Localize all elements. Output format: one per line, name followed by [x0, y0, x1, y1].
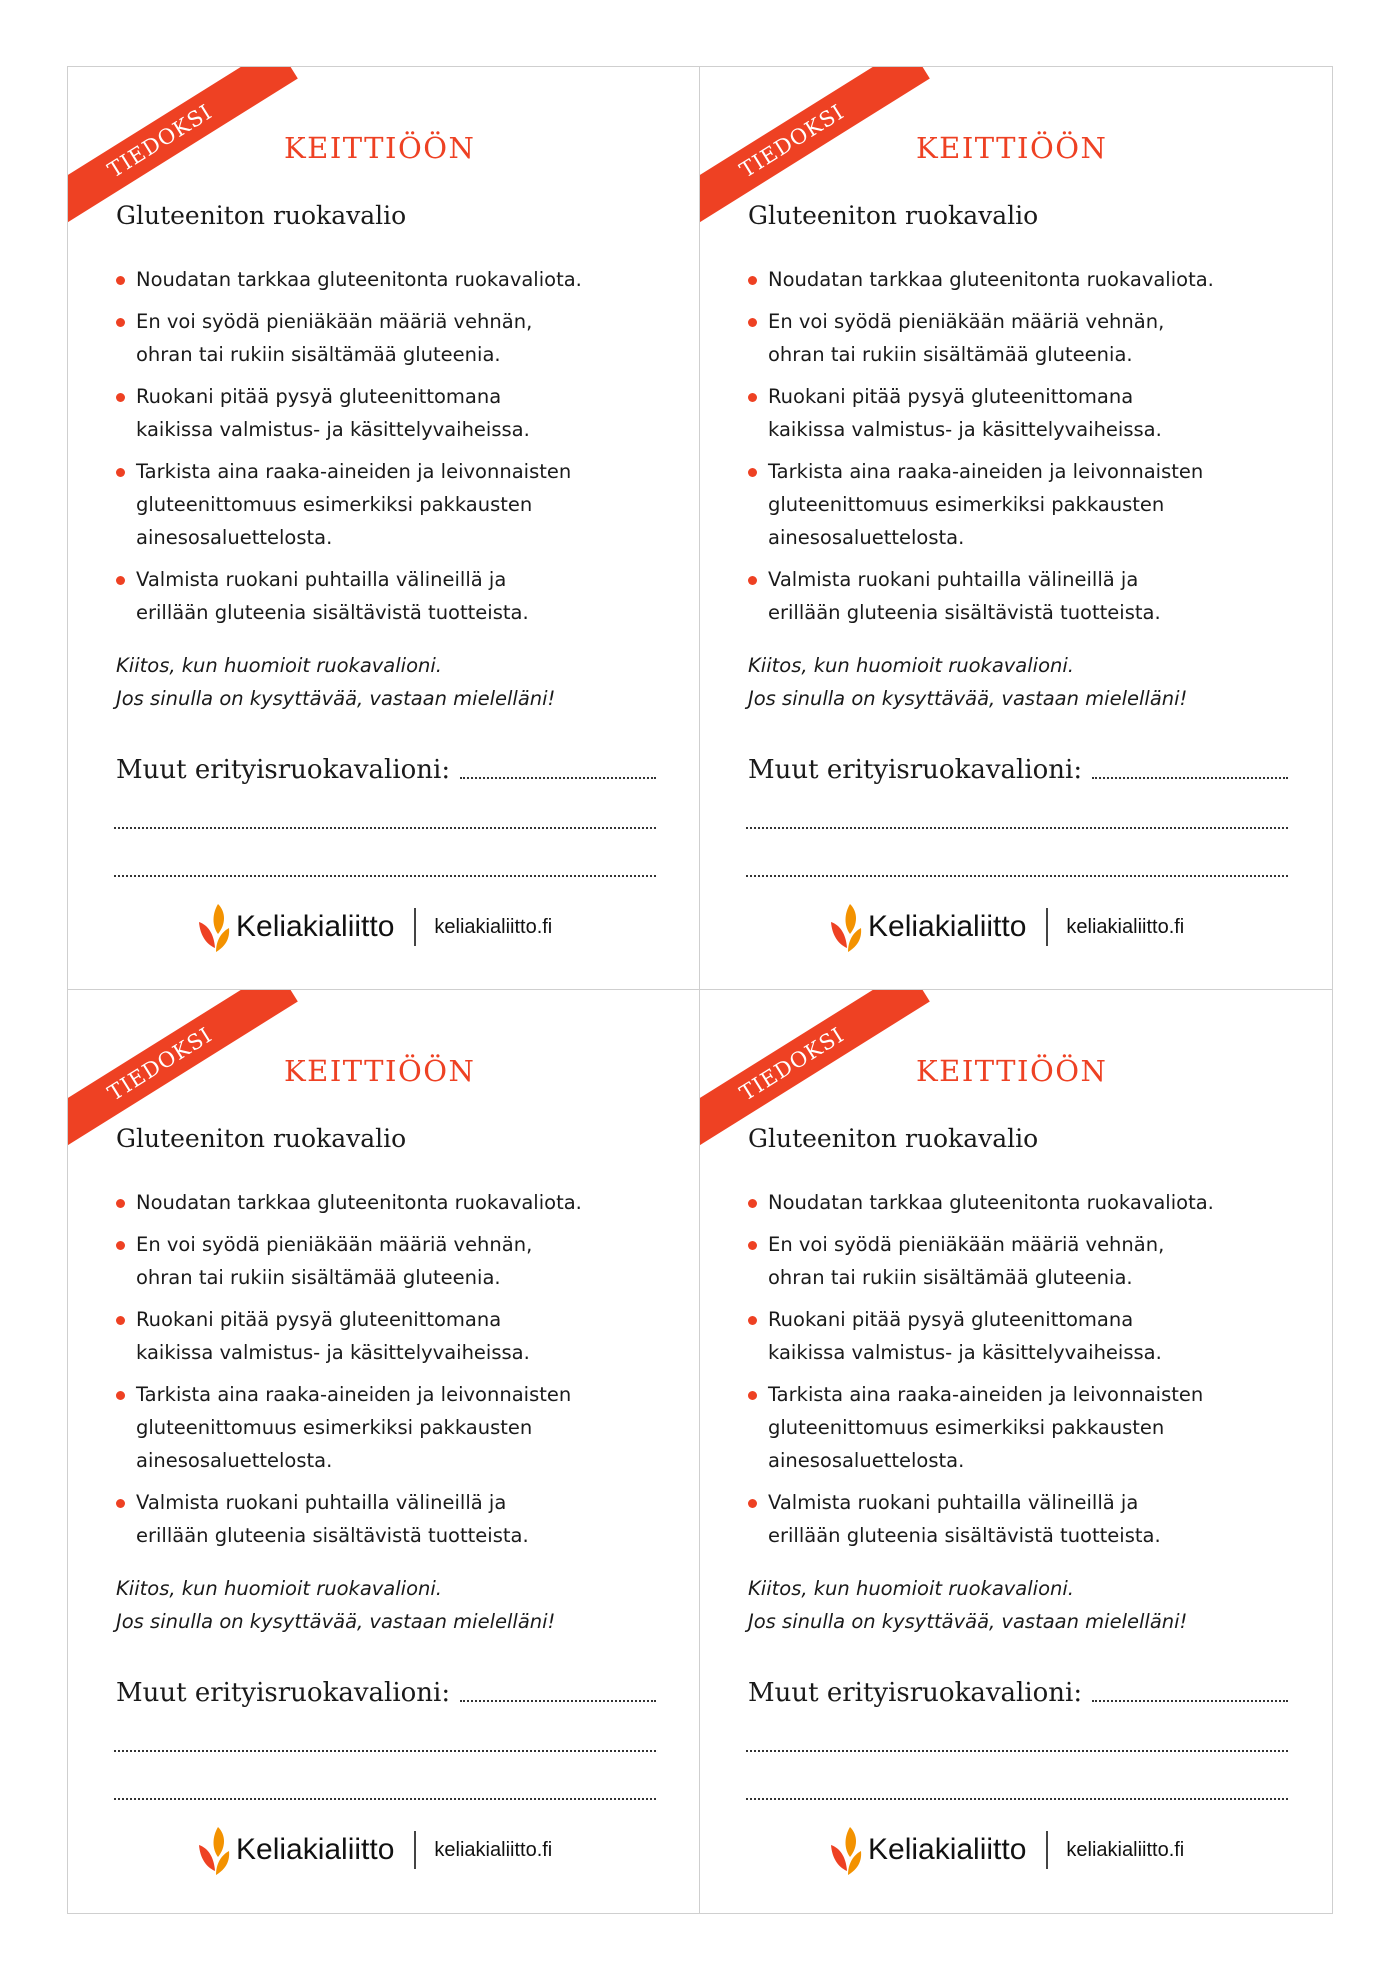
- other-diets-field[interactable]: [748, 755, 1288, 785]
- divider: [414, 908, 416, 946]
- fill-in-line[interactable]: [746, 1750, 1288, 1752]
- thanks-note: [116, 1572, 676, 1638]
- list-item-line: Noudatan tarkkaa gluteenitonta ruokavaliota.: [136, 1191, 582, 1214]
- list-item-line: En voi syödä pieniäkään määriä vehnän,: [768, 1233, 1165, 1256]
- list-item: [116, 263, 676, 296]
- fill-in-line[interactable]: [114, 875, 656, 877]
- logo-text: Keliakialiitto: [236, 1833, 395, 1866]
- list-item-line: Tarkista aina raaka-aineiden ja leivonnaisten: [136, 1383, 572, 1406]
- card-sheet: [67, 66, 1333, 1914]
- ribbon-badge: TIEDOKSI: [67, 66, 298, 237]
- list-item: [748, 305, 1308, 371]
- list-item: [748, 1486, 1308, 1552]
- list-item-line: gluteenittomuus esimerkiksi pakkausten: [136, 1416, 533, 1439]
- card-heading: KEITTIÖÖN: [916, 131, 1108, 165]
- list-item-line: ohran tai rukiin sisältämää gluteenia.: [136, 343, 501, 366]
- wheat-leaf-icon: [196, 1821, 234, 1879]
- wheat-leaf-icon: [196, 898, 234, 956]
- list-item-line: erillään gluteenia sisältävistä tuotteista.: [768, 601, 1161, 624]
- list-item: [116, 305, 676, 371]
- other-diets-label: Muut erityisruokavalioni:: [116, 755, 451, 785]
- list-item-line: kaikissa valmistus- ja käsittelyvaiheissa.: [136, 1341, 530, 1364]
- list-item-line: gluteenittomuus esimerkiksi pakkausten: [768, 1416, 1165, 1439]
- instruction-list: [748, 1186, 1308, 1561]
- diet-title: Gluteeniton ruokavalio: [748, 201, 1039, 230]
- list-item-line: Noudatan tarkkaa gluteenitonta ruokavaliota.: [768, 1191, 1214, 1214]
- list-item: [116, 455, 676, 554]
- list-item-line: erillään gluteenia sisältävistä tuotteista.: [768, 1524, 1161, 1547]
- list-item: [748, 563, 1308, 629]
- info-card: [700, 66, 1333, 990]
- list-item-line: Valmista ruokani puhtailla välineillä ja: [768, 1491, 1139, 1514]
- fill-in-line[interactable]: [460, 776, 656, 779]
- thanks-line: Kiitos, kun huomioit ruokavalioni.: [116, 1577, 442, 1600]
- list-item: [748, 1228, 1308, 1294]
- ribbon-badge: TIEDOKSI: [700, 990, 930, 1160]
- list-item-line: Valmista ruokani puhtailla välineillä ja: [136, 1491, 507, 1514]
- divider: [1046, 908, 1048, 946]
- thanks-note: [116, 649, 676, 715]
- other-diets-label: Muut erityisruokavalioni:: [748, 1678, 1083, 1708]
- card-heading: KEITTIÖÖN: [284, 131, 476, 165]
- list-item-line: ohran tai rukiin sisältämää gluteenia.: [136, 1266, 501, 1289]
- list-item: [748, 455, 1308, 554]
- thanks-note: [748, 649, 1308, 715]
- list-item-line: Noudatan tarkkaa gluteenitonta ruokavaliota.: [768, 268, 1214, 291]
- list-item-line: ohran tai rukiin sisältämää gluteenia.: [768, 343, 1133, 366]
- footer-logo: [828, 1820, 1184, 1880]
- footer-logo: [828, 897, 1184, 957]
- ribbon-badge: TIEDOKSI: [67, 990, 298, 1160]
- website-link[interactable]: keliakialiitto.fi: [1066, 915, 1185, 938]
- list-item-line: Tarkista aina raaka-aineiden ja leivonnaisten: [768, 460, 1204, 483]
- wheat-leaf-icon: [828, 898, 866, 956]
- logo-text: Keliakialiitto: [868, 1833, 1027, 1866]
- fill-in-line[interactable]: [746, 827, 1288, 829]
- info-card: [700, 990, 1333, 1914]
- other-diets-field[interactable]: [116, 755, 656, 785]
- website-link[interactable]: keliakialiitto.fi: [434, 915, 553, 938]
- info-card: [67, 66, 700, 990]
- instruction-list: [748, 263, 1308, 638]
- thanks-line: Kiitos, kun huomioit ruokavalioni.: [116, 654, 442, 677]
- thanks-line: Jos sinulla on kysyttävää, vastaan mielelläni!: [748, 687, 1188, 710]
- fill-in-line[interactable]: [114, 1750, 656, 1752]
- list-item: [748, 263, 1308, 296]
- thanks-line: Jos sinulla on kysyttävää, vastaan mielelläni!: [748, 1610, 1188, 1633]
- fill-in-line[interactable]: [460, 1699, 656, 1702]
- other-diets-label: Muut erityisruokavalioni:: [116, 1678, 451, 1708]
- thanks-note: [748, 1572, 1308, 1638]
- logo-text: Keliakialiitto: [868, 910, 1027, 943]
- list-item: [748, 1378, 1308, 1477]
- list-item-line: erillään gluteenia sisältävistä tuotteista.: [136, 601, 529, 624]
- instruction-list: [116, 1186, 676, 1561]
- card-heading: KEITTIÖÖN: [284, 1054, 476, 1088]
- fill-in-line[interactable]: [114, 1798, 656, 1800]
- thanks-line: Jos sinulla on kysyttävää, vastaan mielelläni!: [116, 687, 556, 710]
- thanks-line: Kiitos, kun huomioit ruokavalioni.: [748, 654, 1074, 677]
- list-item-line: kaikissa valmistus- ja käsittelyvaiheissa.: [768, 418, 1162, 441]
- other-diets-field[interactable]: [116, 1678, 656, 1708]
- divider: [1046, 1831, 1048, 1869]
- list-item: [748, 1186, 1308, 1219]
- list-item: [116, 1228, 676, 1294]
- list-item-line: Tarkista aina raaka-aineiden ja leivonnaisten: [768, 1383, 1204, 1406]
- list-item: [748, 380, 1308, 446]
- fill-in-line[interactable]: [746, 1798, 1288, 1800]
- list-item: [116, 1303, 676, 1369]
- list-item-line: Ruokani pitää pysyä gluteenittomana: [136, 385, 502, 408]
- list-item: [116, 1486, 676, 1552]
- other-diets-label: Muut erityisruokavalioni:: [748, 755, 1083, 785]
- list-item-line: En voi syödä pieniäkään määriä vehnän,: [768, 310, 1165, 333]
- list-item-line: Tarkista aina raaka-aineiden ja leivonnaisten: [136, 460, 572, 483]
- fill-in-line[interactable]: [1092, 776, 1288, 779]
- wheat-leaf-icon: [828, 1821, 866, 1879]
- thanks-line: Jos sinulla on kysyttävää, vastaan mielelläni!: [116, 1610, 556, 1633]
- list-item-line: En voi syödä pieniäkään määriä vehnän,: [136, 1233, 533, 1256]
- info-card: [67, 990, 700, 1914]
- website-link[interactable]: keliakialiitto.fi: [1066, 1838, 1185, 1861]
- instruction-list: [116, 263, 676, 638]
- list-item: [116, 563, 676, 629]
- list-item-line: Ruokani pitää pysyä gluteenittomana: [136, 1308, 502, 1331]
- list-item-line: ainesosaluettelosta.: [768, 526, 965, 549]
- website-link[interactable]: keliakialiitto.fi: [434, 1838, 553, 1861]
- fill-in-line[interactable]: [746, 875, 1288, 877]
- list-item-line: En voi syödä pieniäkään määriä vehnän,: [136, 310, 533, 333]
- list-item-line: Ruokani pitää pysyä gluteenittomana: [768, 385, 1134, 408]
- logo-text: Keliakialiitto: [236, 910, 395, 943]
- list-item-line: Ruokani pitää pysyä gluteenittomana: [768, 1308, 1134, 1331]
- diet-title: Gluteeniton ruokavalio: [748, 1124, 1039, 1153]
- diet-title: Gluteeniton ruokavalio: [116, 201, 407, 230]
- list-item: [116, 1186, 676, 1219]
- list-item-line: kaikissa valmistus- ja käsittelyvaiheissa.: [136, 418, 530, 441]
- list-item: [116, 380, 676, 446]
- list-item-line: gluteenittomuus esimerkiksi pakkausten: [136, 493, 533, 516]
- diet-title: Gluteeniton ruokavalio: [116, 1124, 407, 1153]
- list-item-line: gluteenittomuus esimerkiksi pakkausten: [768, 493, 1165, 516]
- list-item-line: Valmista ruokani puhtailla välineillä ja: [136, 568, 507, 591]
- list-item-line: erillään gluteenia sisältävistä tuotteista.: [136, 1524, 529, 1547]
- fill-in-line[interactable]: [114, 827, 656, 829]
- footer-logo: [196, 1820, 552, 1880]
- list-item: [748, 1303, 1308, 1369]
- list-item-line: kaikissa valmistus- ja käsittelyvaiheissa.: [768, 1341, 1162, 1364]
- list-item-line: ainesosaluettelosta.: [768, 1449, 965, 1472]
- list-item-line: Valmista ruokani puhtailla välineillä ja: [768, 568, 1139, 591]
- footer-logo: [196, 897, 552, 957]
- list-item-line: ohran tai rukiin sisältämää gluteenia.: [768, 1266, 1133, 1289]
- list-item-line: ainesosaluettelosta.: [136, 526, 333, 549]
- list-item-line: ainesosaluettelosta.: [136, 1449, 333, 1472]
- card-heading: KEITTIÖÖN: [916, 1054, 1108, 1088]
- list-item-line: Noudatan tarkkaa gluteenitonta ruokavaliota.: [136, 268, 582, 291]
- ribbon-badge: TIEDOKSI: [700, 66, 930, 237]
- divider: [414, 1831, 416, 1869]
- fill-in-line[interactable]: [1092, 1699, 1288, 1702]
- list-item: [116, 1378, 676, 1477]
- other-diets-field[interactable]: [748, 1678, 1288, 1708]
- thanks-line: Kiitos, kun huomioit ruokavalioni.: [748, 1577, 1074, 1600]
